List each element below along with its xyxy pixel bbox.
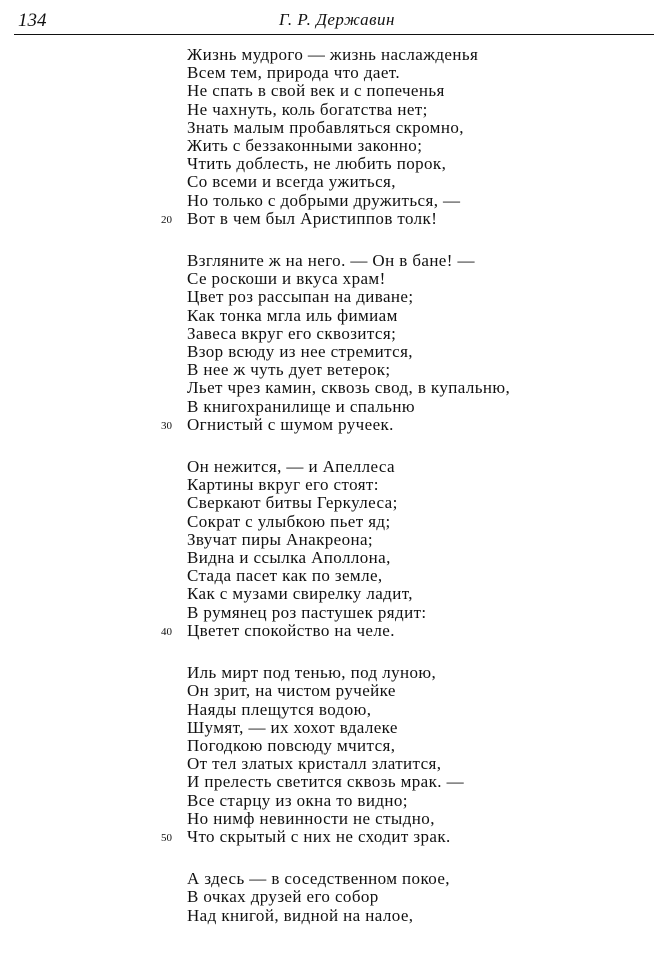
verse-line <box>187 549 668 567</box>
verse-line <box>187 567 668 585</box>
verse-text: Знать малым пробавляться скромно, <box>187 117 464 137</box>
verse-text: Как тонка мгла иль фимиам <box>187 305 398 325</box>
verse-line <box>187 773 668 791</box>
stanza <box>161 457 668 640</box>
verse-line <box>187 252 668 270</box>
verse-line <box>187 737 668 755</box>
verse-line <box>187 476 668 494</box>
running-title: Г. Р. Державин <box>279 10 395 29</box>
stanza <box>161 251 668 434</box>
verse-text: Взор всюду из нее стремится, <box>187 342 413 362</box>
verse-line <box>187 307 668 325</box>
verse-line <box>187 719 668 737</box>
verse-line <box>187 101 668 119</box>
verse-text: Он нежится, — и Апеллеса <box>187 457 395 477</box>
poem-body <box>0 46 668 949</box>
verse-line <box>187 192 668 210</box>
verse-text: Со всеми и всегда ужиться, <box>187 172 396 192</box>
verse-text: А здесь — в соседственном покое, <box>187 869 450 889</box>
verse-text: Завеса вкруг его сквозится; <box>187 323 397 343</box>
verse-text: Всем тем, природа что дает. <box>187 63 400 83</box>
verse-line <box>187 907 668 925</box>
verse-line <box>187 458 668 476</box>
verse-text: Погодкою повсюду мчится, <box>187 735 396 755</box>
verse-text: Над книгой, видной на налое, <box>187 905 414 925</box>
verse-text: Цвет роз рассыпан на диване; <box>187 287 414 307</box>
verse-line <box>187 810 668 828</box>
verse-text: Сократ с улыбкою пьет яд; <box>187 511 391 531</box>
verse-text: Огнистый с шумом ручеек. <box>187 414 394 434</box>
verse-text: Но нимф невинности не стыдно, <box>187 808 435 828</box>
verse-line <box>187 137 668 155</box>
verse-line <box>187 755 668 773</box>
verse-text: Что скрытый с них не сходит зрак. <box>187 826 451 846</box>
line-number: 30 <box>161 419 172 432</box>
verse-text: Вот в чем был Аристиппов толк! <box>187 208 438 228</box>
stanza <box>161 663 668 846</box>
verse-line <box>187 325 668 343</box>
verse-line <box>187 682 668 700</box>
verse-line <box>187 701 668 719</box>
verse-text: Он зрит, на чистом ручейке <box>187 681 396 701</box>
verse-text: Но только с добрыми дружиться, — <box>187 190 461 210</box>
verse-text: Картины вкруг его стоят: <box>187 475 379 495</box>
verse-line <box>187 792 668 810</box>
verse-line <box>187 379 668 397</box>
verse-text: Жизнь мудрого — жизнь наслажденья <box>187 45 479 64</box>
verse-text: Льет чрез камин, сквозь свод, в купальню, <box>187 378 511 398</box>
verse-line <box>187 664 668 682</box>
verse-text: Стада пасет как по земле, <box>187 566 383 586</box>
verse-text: Иль мирт под тенью, под луною, <box>187 663 437 683</box>
verse-line <box>187 155 668 173</box>
verse-text: В румянец роз пастушек рядит: <box>187 602 427 622</box>
verse-text: В книгохранилище и спальню <box>187 396 415 416</box>
verse-text: Не чахнуть, коль богатства нет; <box>187 99 428 119</box>
verse-line <box>187 361 668 379</box>
verse-line <box>187 270 668 288</box>
verse-text: В нее ж чуть дует ветерок; <box>187 360 391 380</box>
verse-text: От тел златых кристалл златится, <box>187 754 442 774</box>
page-header <box>14 10 654 35</box>
verse-line <box>187 494 668 512</box>
verse-line <box>187 119 668 137</box>
verse-line <box>187 173 668 191</box>
verse-text: Се роскоши и вкуса храм! <box>187 269 386 289</box>
verse-line <box>187 531 668 549</box>
verse-line <box>187 888 668 906</box>
verse-line <box>187 82 668 100</box>
verse-line <box>187 604 668 622</box>
verse-line <box>187 343 668 361</box>
verse-line <box>161 620 668 640</box>
stanza <box>161 45 668 228</box>
verse-text: Как с музами свирелку ладит, <box>187 584 413 604</box>
verse-line <box>161 414 668 434</box>
line-number: 20 <box>161 213 172 226</box>
verse-line <box>161 826 668 846</box>
stanza <box>187 870 668 925</box>
verse-text: Не спать в свой век и с попеченья <box>187 81 445 101</box>
verse-line <box>187 64 668 82</box>
verse-text: Видна и ссылка Аполлона, <box>187 548 391 568</box>
verse-line <box>187 288 668 306</box>
line-number: 50 <box>161 831 172 844</box>
verse-line <box>187 870 668 888</box>
verse-text: Все старцу из окна то видно; <box>187 790 408 810</box>
verse-text: Звучат пиры Анакреона; <box>187 529 374 549</box>
verse-line <box>187 46 668 64</box>
verse-line <box>161 208 668 228</box>
verse-line <box>187 585 668 603</box>
line-number: 40 <box>161 625 172 638</box>
verse-line <box>187 513 668 531</box>
verse-text: В очках друзей его собор <box>187 887 379 907</box>
verse-text: Чтить доблесть, не любить порок, <box>187 154 447 174</box>
verse-line <box>187 398 668 416</box>
verse-text: Шумят, — их хохот вдалеке <box>187 717 398 737</box>
verse-text: Цветет спокойство на челе. <box>187 620 395 640</box>
verse-text: Сверкают битвы Геркулеса; <box>187 493 398 513</box>
verse-text: И прелесть светится сквозь мрак. — <box>187 772 464 792</box>
verse-text: Жить с беззаконными законно; <box>187 136 423 156</box>
verse-text: Наяды плещутся водою, <box>187 699 372 719</box>
page-number: 134 <box>18 10 47 31</box>
verse-text: Взгляните ж на него. — Он в бане! — <box>187 251 475 271</box>
